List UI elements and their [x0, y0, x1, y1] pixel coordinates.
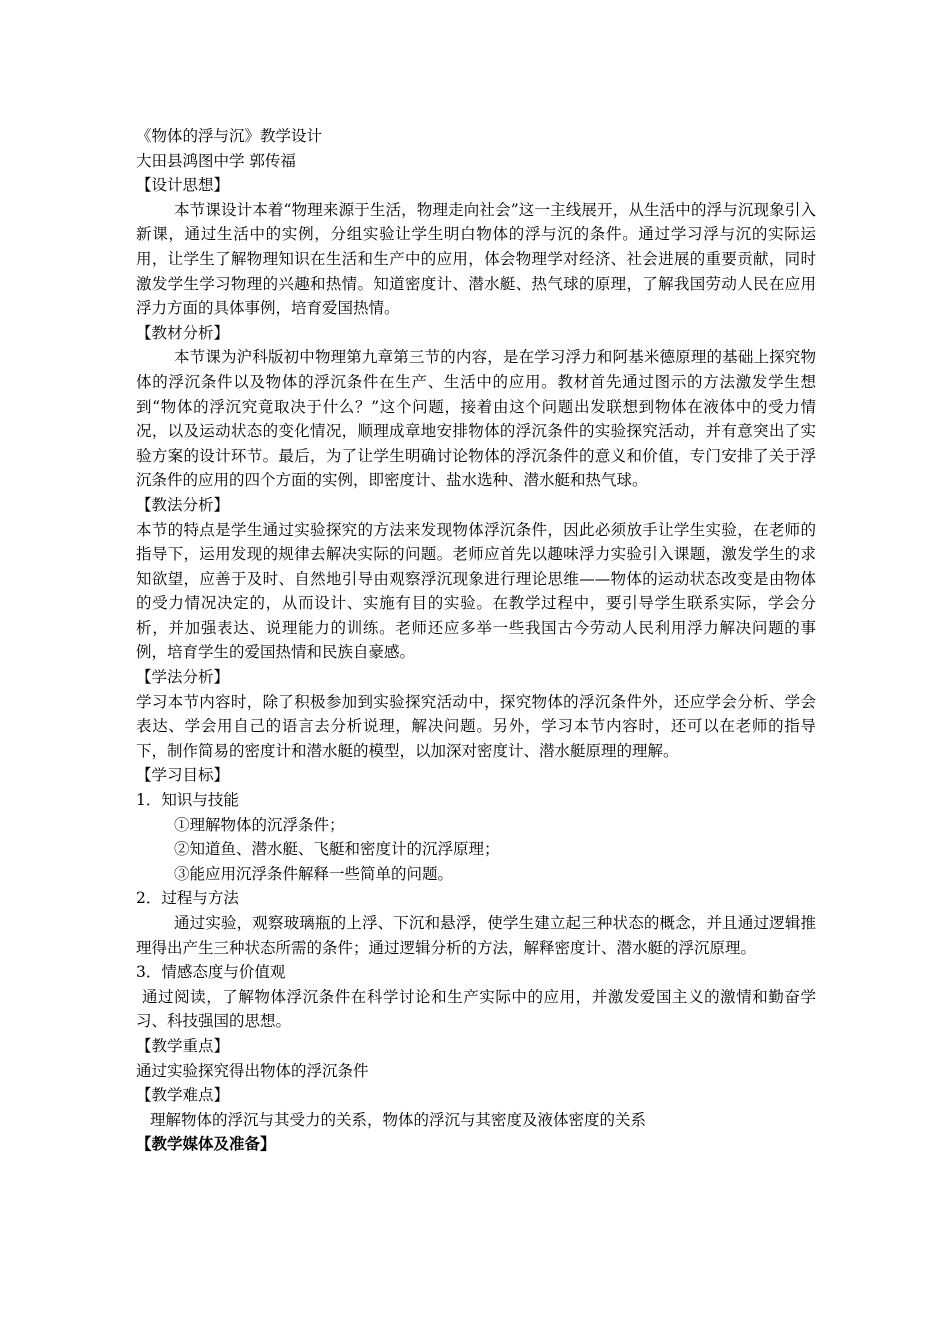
section-text-teaching-method: 本节的特点是学生通过实验探究的方法来发现物体浮沉条件，因此必须放手让学生实验，在老师的指导下，运用发现的规律去解决实际的问题。老师应首先以趣味浮力实验引入课题，激发学生的求知欲望，应善于及时、自然地引导由观察浮沉现象进行理论思维——物体的运动状态改变是由物体的受力情况决定的，从而设计、实施有目的实验。在教学过程中，要引导学生联系实际，学会分析，并加强表达、说理能力的训练。老师还应多举一些我国古今劳动人民利用浮力解决问题的事例，培育学生的爱国热情和民族自豪感。 [136, 520, 816, 662]
section-heading-textbook: 【教材分析】 [136, 323, 230, 342]
objective-knowledge-label: 1．知识与技能 [136, 791, 239, 810]
section-heading-teaching-method: 【教法分析】 [136, 495, 230, 514]
document-page [136, 124, 816, 1157]
document-title: 《物体的浮与沉》教学设计 [136, 127, 323, 145]
author-line: 大田县鸿图中学 郭传福 [136, 151, 296, 170]
objective-process-label: 2．过程与方法 [136, 889, 239, 908]
section-text-key-point: 通过实验探究得出物体的浮沉条件 [136, 1061, 369, 1080]
objective-emotion-text: 通过阅读，了解物体浮沉条件在科学讨论和生产实际中的应用，并激发爱国主义的激情和勤奋学习、科技强国的思想。 [136, 987, 816, 1031]
section-heading-learning-method: 【学法分析】 [136, 668, 230, 687]
section-heading-objectives: 【学习目标】 [136, 766, 230, 785]
section-heading-difficulty: 【教学难点】 [136, 1086, 230, 1105]
objective-knowledge-item: ①理解物体的沉浮条件； [174, 815, 345, 834]
section-text-learning-method: 学习本节内容时，除了积极参加到实验探究活动中，探究物体的浮沉条件外，还应学会分析、学会表达、学会用自己的语言去分析说理，解决问题。另外，学习本节内容时，还可以在老师的指导下，制作简易的密度计和潜水艇的模型，以加深对密度计、潜水艇原理的理解。 [136, 692, 816, 760]
objective-knowledge-item: ③能应用沉浮条件解释一些简单的问题。 [174, 864, 454, 883]
objective-process-text: 通过实验，观察玻璃瓶的上浮、下沉和悬浮，使学生建立起三种状态的概念，并且通过逻辑推理得出产生三种状态所需的条件；通过逻辑分析的方法，解释密度计、潜水艇的浮沉原理。 [136, 914, 816, 957]
section-heading-media: 【教学媒体及准备】 [136, 1134, 276, 1154]
section-heading-design: 【设计思想】 [136, 176, 230, 195]
section-text-design: 本节课设计本着“物理来源于生活，物理走向社会”这一主线展开，从生活中的浮与沉现象引入新课，通过生活中的实例，分组实验让学生明白物体的浮与沉的条件。通过学习浮与沉的实际运用，让学生了解物理知识在生活和生产中的应用，体会物理学对经济、社会进展的重要贡献，同时激发学生学习物理的兴趣和热情。知道密度计、潜水艇、热气球的原理，了解我国劳动人民在应用浮力方面的具体事例，培育爱国热情。 [136, 200, 816, 318]
objective-knowledge-item: ②知道鱼、潜水艇、飞艇和密度计的沉浮原理； [174, 840, 500, 859]
section-text-textbook: 本节课为沪科版初中物理第九章第三节的内容，是在学习浮力和阿基米德原理的基础上探究物体的浮沉条件以及物体的浮沉条件在生产、生活中的应用。教材首先通过图示的方法激发学生想到“物体的浮沉究竟取决于什么？”这个问题，接着由这个问题出发联想到物体在液体中的受力情况，以及运动状态的变化情况，顺理成章地安排物体的浮沉条件的实验探究活动，并有意突出了实验方案的设计环节。最后，为了让学生明确讨论物体的浮沉条件的意义和价值，专门安排了关于浮沉条件的应用的四个方面的实例，即密度计、盐水选种、潜水艇和热气球。 [136, 348, 816, 490]
objective-emotion-label: 3．情感态度与价值观 [136, 963, 286, 982]
section-text-difficulty: 理解物体的浮沉与其受力的关系，物体的浮沉与其密度及液体密度的关系 [150, 1110, 647, 1129]
section-heading-key-point: 【教学重点】 [136, 1036, 230, 1055]
